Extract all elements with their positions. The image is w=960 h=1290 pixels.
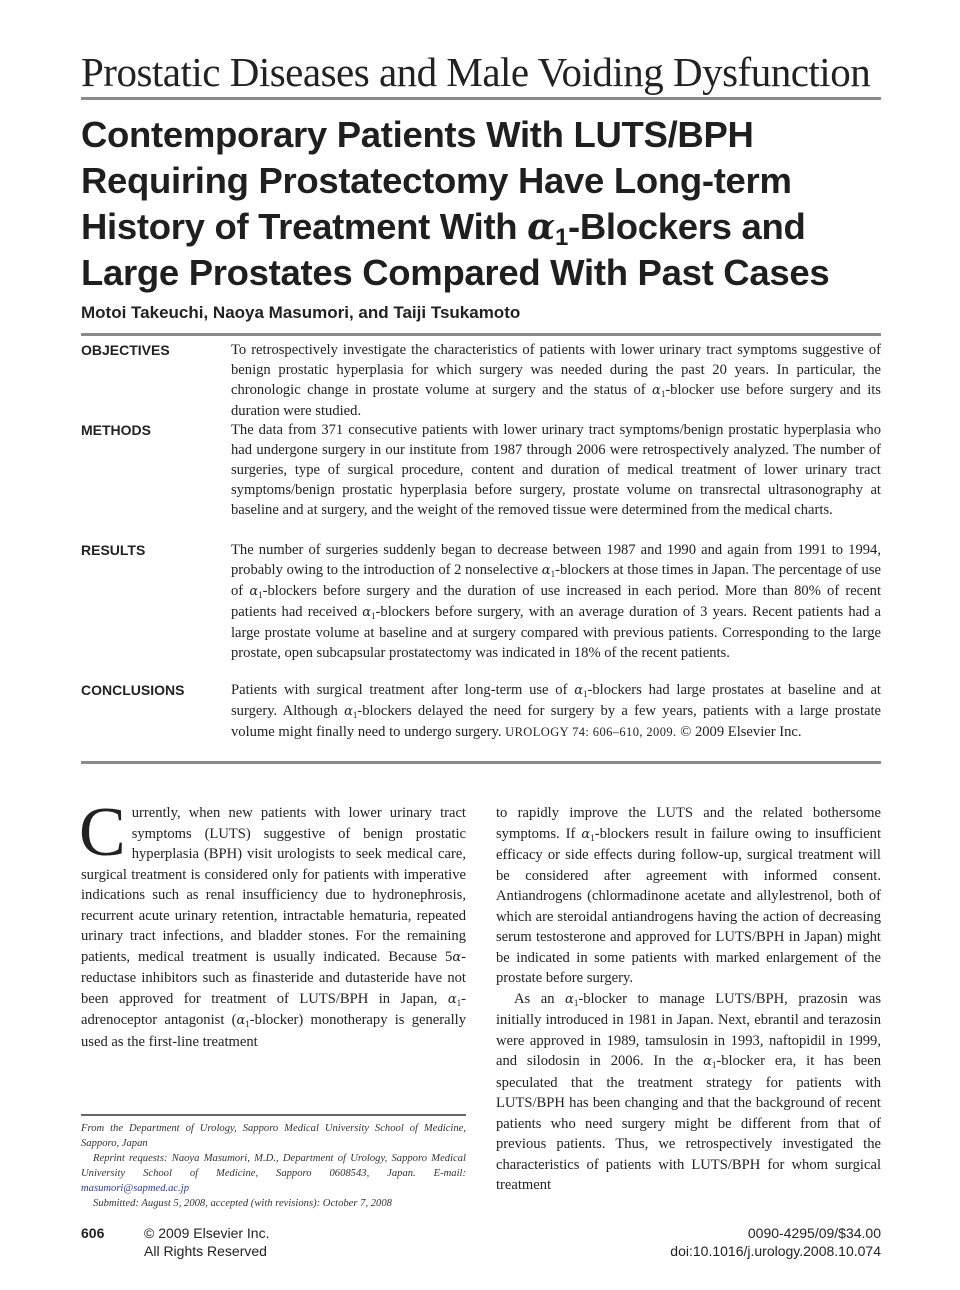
- email-link[interactable]: masumori@sapmed.ac.jp: [81, 1183, 190, 1194]
- alpha-symbol: α: [541, 563, 551, 578]
- journal-section-header: Prostatic Diseases and Male Voiding Dysfunction: [81, 49, 871, 95]
- alpha-subscript: 1: [550, 569, 556, 579]
- title-line-2: Requiring Prostatectomy Have Long-term: [81, 160, 792, 201]
- conclusions-label: CONCLUSIONS: [81, 682, 185, 698]
- body-text: -reductase inhibitors such as finasteride and dutasteride have not been approved for treatment of LUTS/BPH in Japan,: [81, 948, 466, 1007]
- alpha-subscript: 1: [245, 1019, 250, 1029]
- alpha-symbol: α: [344, 704, 353, 719]
- journal-citation: UROLOGY 74: 606–610, 2009.: [505, 725, 677, 739]
- body-text: -adrenoceptor antagonist (: [81, 990, 466, 1028]
- alpha-subscript: 1: [660, 389, 666, 399]
- objectives-text: [231, 340, 881, 421]
- alpha-subscript: 1: [573, 997, 579, 1008]
- results-text: [231, 540, 881, 663]
- rights-line: All Rights Reserved: [144, 1243, 267, 1259]
- footer-identifiers: [670, 1224, 881, 1260]
- page-number: 606: [81, 1225, 105, 1241]
- alpha-symbol: α: [652, 383, 661, 398]
- alpha-symbol: α: [362, 605, 372, 620]
- body-text: -blocker to manage LUTS/BPH, prazosin was initially introduced in 1981 in Japan. Next, ebrantil and terazosin were approved in 1989, tamsulosin in 1993, naftopidil in 1999, and silodosin in 2006. In the: [496, 990, 881, 1069]
- body-text: to rapidly improve the LUTS and the related bothersome symptoms. If: [496, 805, 881, 842]
- alpha-symbol: α: [447, 991, 457, 1007]
- results-text-b: -blockers at those times in Japan. The percentage of use of: [231, 562, 881, 599]
- author-list: Motoi Takeuchi, Naoya Masumori, and Taiji Tsukamoto: [81, 303, 521, 322]
- results-label: RESULTS: [81, 542, 146, 558]
- alpha-symbol: α: [249, 584, 259, 599]
- methods-text: The data from 371 consecutive patients with lower urinary tract symptoms/benign prostatic hyperplasia who had undergone surgery in our institute from 1987 through 2006 were retrospectively analyzed. The number of surgeries, type of surgical procedure, content and duration of medical treatment of lower urinary tract symptoms/benign prostatic hyperplasia before surgery, prostate volume on transrectal ultrasonography at baseline and at surgery, and the weight of the removed tissue were determined from the medical charts.: [231, 422, 881, 518]
- footnote-affiliation: From the Department of Urology, Sapporo Medical University School of Medicine, Sapporo, Japan: [81, 1123, 466, 1149]
- article-title: [81, 112, 891, 296]
- alpha-symbol: α: [581, 826, 591, 842]
- body-paragraph: [496, 989, 881, 1196]
- drop-cap: C: [79, 794, 126, 871]
- title-line-1: Contemporary Patients With LUTS/BPH: [81, 114, 754, 155]
- body-text: As an: [514, 990, 566, 1007]
- alpha-subscript: 1: [583, 689, 588, 699]
- alpha-symbol: α: [703, 1054, 712, 1069]
- conclusions-text-b: -blockers had large prostates at baseline and at surgery. Although: [231, 682, 881, 719]
- title-line-3: [81, 204, 891, 250]
- issn-price: 0090-4295/09/$34.00: [747, 1225, 881, 1241]
- objectives-text-a: To retrospectively investigate the characteristics of patients with lower urinary tract symptoms suggestive of benign prostatic hyperplasia for which surgery was needed during the past 20 years. In particular, the chronologic change in prostate volume at surgery and the status of: [231, 342, 881, 398]
- results-text-d: -blockers before surgery, with an average duration of 3 years. Recent patients had a large prostate volume at baseline and at surgery compared with previous patients. Corresponding to the large prostate, open subcapsular prostatectomy was indicated in 18% of the recent patients.: [231, 604, 881, 661]
- conclusions-text-c: -blockers delayed the need for surgery by a few years, patients with a large prostate volume might finally need to undergo surgery.: [231, 703, 882, 740]
- footnote-reprint: [81, 1151, 466, 1196]
- alpha-symbol: α: [565, 991, 574, 1007]
- copyright-line: © 2009 Elsevier Inc.: [144, 1225, 270, 1241]
- objectives-label: OBJECTIVES: [81, 342, 170, 358]
- title-line-3-end: -Blockers and: [568, 206, 806, 247]
- body-right-column: [496, 803, 881, 1196]
- footnotes: [81, 1121, 466, 1211]
- abstract-copyright: © 2009 Elsevier Inc.: [680, 724, 802, 740]
- body-text: -blocker) monotherapy is generally used as the first-line treatment: [81, 1012, 467, 1050]
- alpha-symbol: α: [236, 1013, 246, 1028]
- alpha-subscript: 1: [711, 1060, 717, 1070]
- alpha-subscript: 1: [554, 224, 568, 251]
- results-text-c: -blockers before surgery and the duration of use increased in each period. More than 80% of recent patients had received: [231, 583, 881, 620]
- body-text: urrently, when new patients with lower urinary tract symptoms (LUTS) suggestive of benign prostatic hyperplasia (BPH) visit urologists to seek medical care, surgical treatment is considered only for patients with imperative indications such as renal insufficiency due to hydronephrosis, recurrent acute urinary retention, intractable hematuria, repeated urinary tract infections, and bladder stones. For the remaining patients, medical treatment is usually indicated. Because 5: [81, 805, 466, 965]
- methods-label: METHODS: [81, 422, 151, 438]
- alpha-subscript: 1: [352, 710, 358, 720]
- alpha-symbol: α: [574, 683, 584, 698]
- footnote-submitted: Submitted: August 5, 2008, accepted (with revisions): October 7, 2008: [93, 1198, 392, 1209]
- alpha-subscript: 1: [590, 832, 595, 843]
- header-rule: [81, 97, 881, 100]
- body-paragraph: [496, 803, 881, 989]
- abstract-bottom-rule: [81, 761, 881, 764]
- conclusions-text-a: Patients with surgical treatment after long-term use of: [231, 682, 575, 698]
- results-text-a: The number of surgeries suddenly began to decrease between 1987 and 1990 and again from 1991 to 1994, probably owing to the introduction of 2 nonselective: [231, 542, 881, 578]
- footnote-rule: [81, 1114, 466, 1116]
- conclusions-text: [231, 680, 881, 742]
- objectives-text-b: -blocker use before surgery and its duration were studied.: [231, 382, 881, 419]
- body-text: -blocker era, it has been speculated that the treatment strategy for patients with LUTS/BPH has been changing and that the background of recent patients who need surgery might be different from that of previous patients. Thus, we retrospectively investigated the characteristics of patients with LUTS/BPH for whom surgical treatment: [496, 1053, 881, 1193]
- abstract-top-rule: [81, 333, 881, 336]
- alpha-subscript: 1: [258, 590, 263, 600]
- body-paragraph: [79, 794, 467, 1052]
- body-left-column: [79, 794, 467, 1052]
- doi-link[interactable]: doi:10.1016/j.urology.2008.10.074: [670, 1243, 881, 1259]
- alpha-symbol: α: [527, 205, 555, 248]
- title-line-4: Large Prostates Compared With Past Cases: [81, 252, 830, 293]
- alpha-symbol: α: [452, 949, 462, 965]
- footer-copyright: [144, 1224, 270, 1260]
- reprint-text: Reprint requests: Naoya Masumori, M.D., Department of Urology, Sapporo Medical University School of Medicine, Sapporo 0608543, Japan. E-mail:: [81, 1153, 466, 1179]
- alpha-subscript: 1: [456, 997, 462, 1008]
- title-line-3-start: History of Treatment With: [81, 206, 528, 247]
- body-text: -blockers result in failure owing to insufficient efficacy or side effects during follow-up, surgical treatment will be considered after agreement with informed consent. Antiandrogens (chlormadinone acetate and allylestrenol, both of which are steroidal antiandrogens having the action of decreasing serum testosterone and approved for LUTS/BPH in Japan) might be indicated in some patients with marked enlargement of the prostate before surgery.: [496, 825, 881, 986]
- alpha-subscript: 1: [371, 611, 376, 621]
